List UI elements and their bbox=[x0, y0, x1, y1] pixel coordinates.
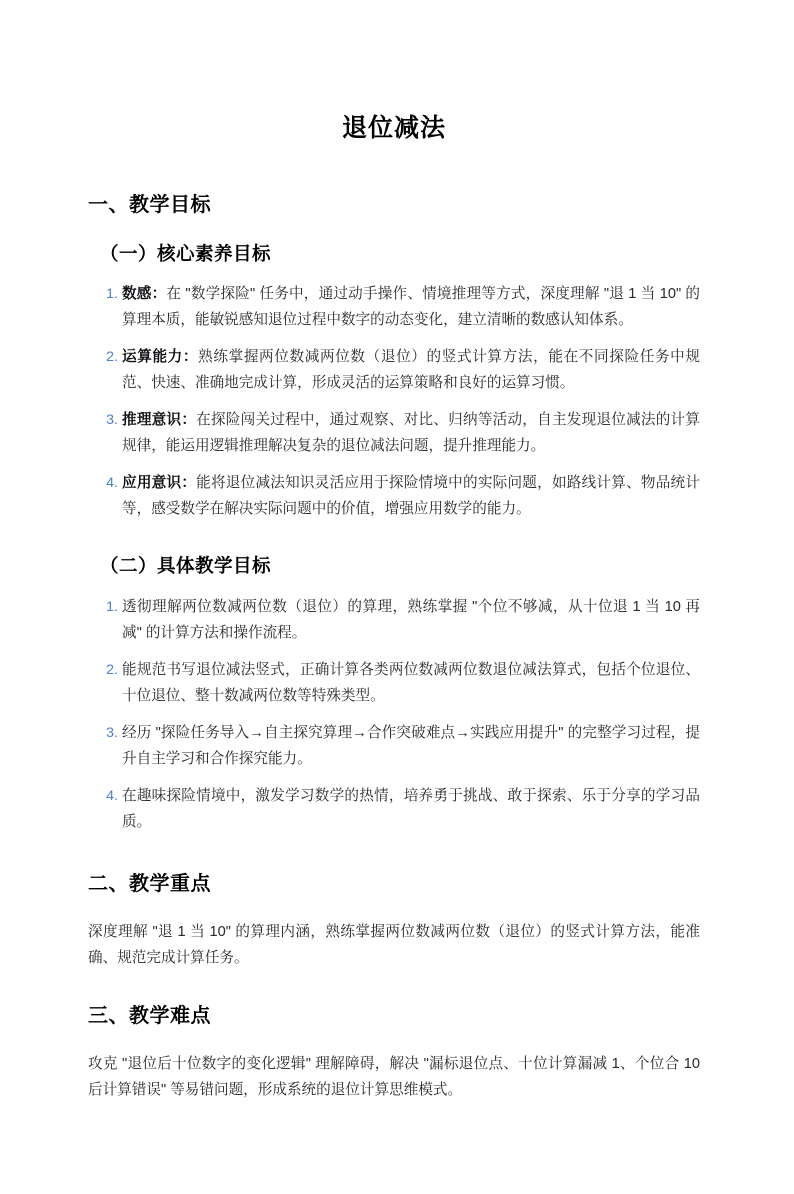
list-item bbox=[122, 282, 700, 334]
section-heading: 一、教学目标 bbox=[88, 193, 211, 216]
subsection-specific-objectives bbox=[88, 553, 700, 836]
list-item-text: 能规范书写退位减法竖式，正确计算各类两位数减两位数退位减法算式，包括个位退位、十位退位、整十数减两位数等特殊类型。 bbox=[122, 661, 700, 704]
list-item-separator: ： bbox=[151, 286, 167, 303]
list-item-separator: ： bbox=[182, 349, 199, 366]
list-item bbox=[122, 784, 700, 836]
subsection-heading: （二）具体教学目标 bbox=[100, 555, 272, 577]
list-item-text: 在探险闯关过程中，通过观察、对比、归纳等活动，自主发现退位减法的计算规律，能运用逻辑推理解决复杂的退位减法问题，提升推理能力。 bbox=[122, 412, 700, 455]
section-teaching-difficulty bbox=[88, 1002, 700, 1104]
list-item-text: 在 "数学探险" 任务中，通过动手操作、情境推理等方式，深度理解 "退 1 当 10" 的算理本质，能敏锐感知退位过程中数字的动态变化，建立清晰的数感认知体系。 bbox=[122, 286, 700, 329]
core-literacy-list bbox=[88, 282, 700, 523]
list-item-label: 运算能力 bbox=[122, 349, 183, 366]
specific-objectives-list bbox=[88, 595, 700, 836]
list-item-separator: ： bbox=[181, 412, 197, 429]
section-body: 攻克 "退位后十位数字的变化逻辑" 理解障碍，解决 "漏标退位点、十位计算漏减 1、个位合 10 后计算错误" 等易错问题，形成系统的退位计算思维模式。 bbox=[88, 1055, 700, 1098]
list-item-text: 能将退位减法知识灵活应用于探险情境中的实际问题，如路线计算、物品统计等，感受数学在解决实际问题中的价值，增强应用数学的能力。 bbox=[122, 475, 700, 518]
section-teaching-objectives bbox=[88, 191, 700, 836]
list-item bbox=[122, 408, 700, 460]
section-body: 深度理解 "退 1 当 10" 的算理内涵，熟练掌握两位数减两位数（退位）的竖式计算方法，能准确、规范完成计算任务。 bbox=[88, 923, 700, 966]
list-item-text: 在趣味探险情境中，激发学习数学的热情，培养勇于挑战、敢于探索、乐于分享的学习品质。 bbox=[122, 787, 700, 830]
list-item-label: 推理意识 bbox=[122, 412, 182, 429]
list-item-text: 经历 "探险任务导入→自主探究算理→合作突破难点→实践应用提升" 的完整学习过程，提升自主学习和合作探究能力。 bbox=[122, 724, 700, 767]
list-item bbox=[122, 345, 700, 397]
list-item bbox=[122, 471, 700, 523]
list-item bbox=[122, 721, 700, 773]
subsection-heading: （一）核心素养目标 bbox=[100, 242, 272, 264]
page-title: 退位减法 bbox=[341, 114, 446, 142]
list-item bbox=[122, 595, 700, 647]
list-item-separator: ： bbox=[181, 475, 197, 492]
section-heading: 二、教学重点 bbox=[88, 872, 211, 895]
list-item-label: 数感 bbox=[122, 286, 152, 303]
list-item-text: 熟练掌握两位数减两位数（退位）的竖式计算方法，能在不同探险任务中规范、快速、准确地完成计算，形成灵活的运算策略和良好的运算习惯。 bbox=[122, 349, 700, 392]
section-heading: 三、教学难点 bbox=[88, 1004, 211, 1027]
list-item-label: 应用意识 bbox=[122, 475, 182, 492]
subsection-core-literacy-objectives bbox=[88, 241, 700, 524]
section-teaching-focus bbox=[88, 870, 700, 972]
list-item-text: 透彻理解两位数减两位数（退位）的算理，熟练掌握 "个位不够减，从十位退 1 当 10 再减" 的计算方法和操作流程。 bbox=[122, 599, 700, 641]
list-item bbox=[122, 658, 700, 710]
